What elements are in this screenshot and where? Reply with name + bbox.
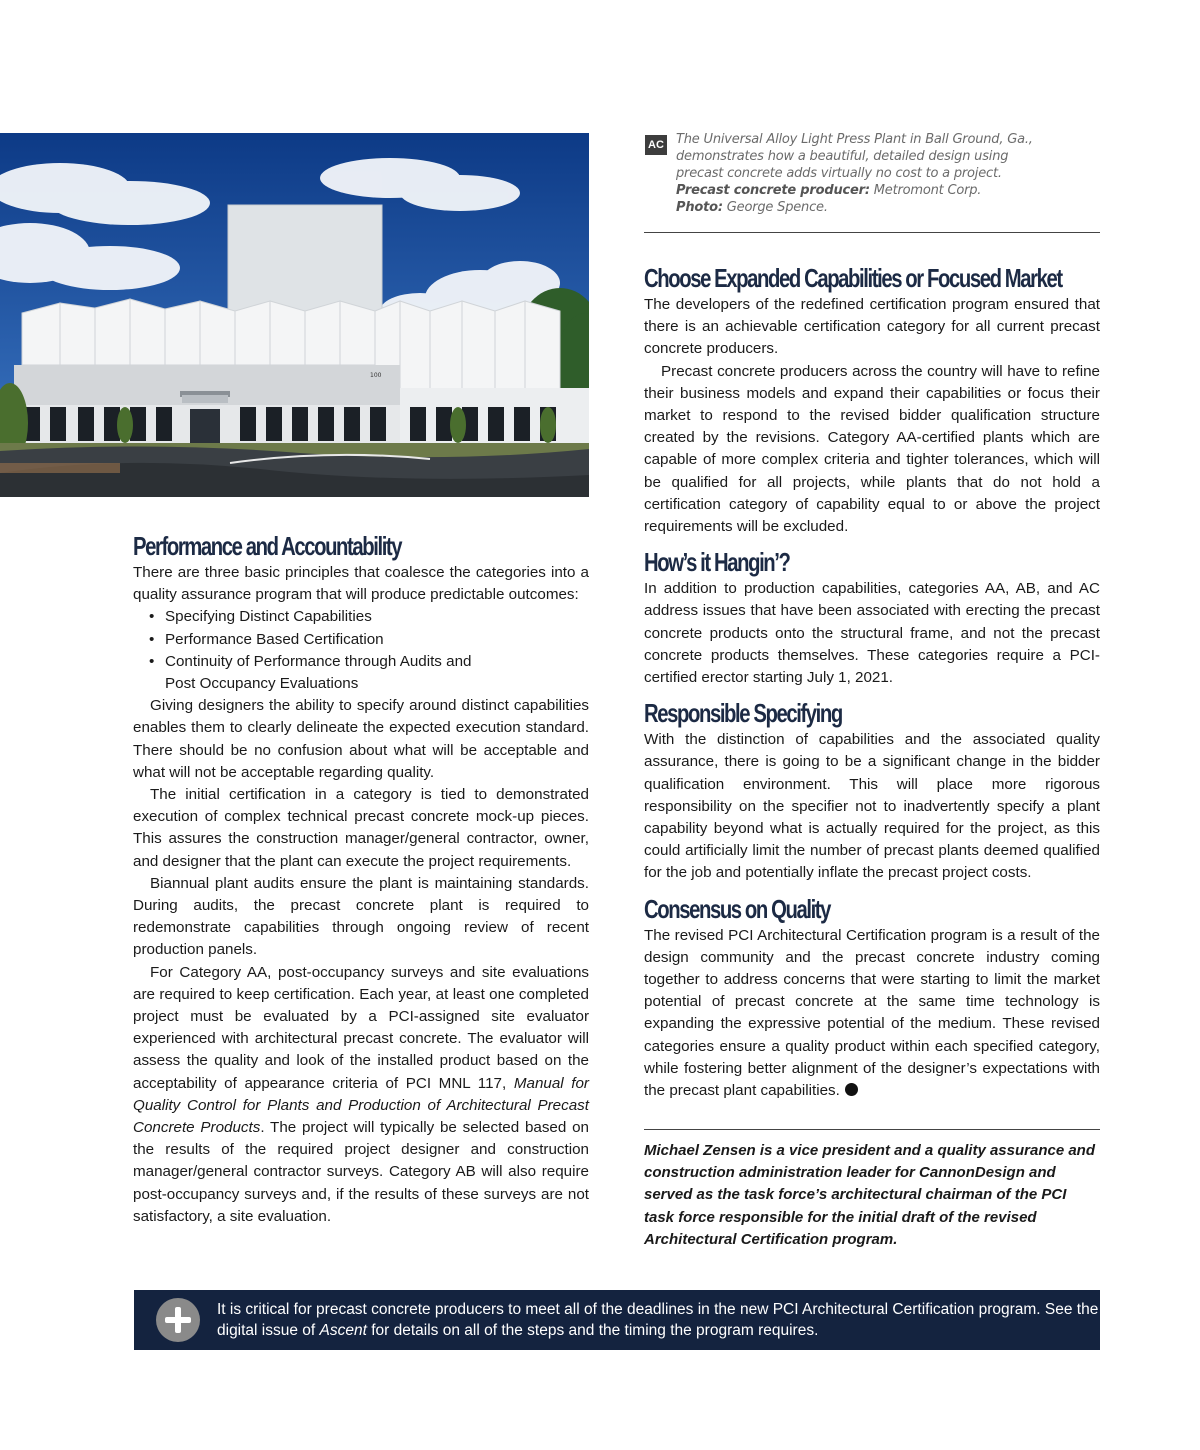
caption-line: precast concrete adds virtually no cost to a project. bbox=[676, 166, 1002, 181]
list-item: • Specifying Distinct Capabilities bbox=[165, 606, 589, 628]
section-heading: Choose Expanded Capabilities or Focused Market bbox=[644, 263, 1062, 293]
plus-icon bbox=[156, 1298, 200, 1342]
right-column bbox=[644, 262, 1100, 1102]
author-bio: Michael Zensen is a vice president and a quality assurance and construction administration leader for CannonDesign and served as the task force’s architectural chairman of the PCI task force responsible for the initial draft of the revised Architectural Certification program. bbox=[644, 1142, 1096, 1248]
left-column bbox=[133, 530, 589, 1228]
banner-text-part: for details on all of the steps and the timing the program requires. bbox=[366, 1322, 819, 1339]
photo-label: Photo: bbox=[676, 200, 723, 215]
building-photo bbox=[0, 133, 589, 497]
end-mark-icon bbox=[845, 1083, 858, 1096]
body-paragraph bbox=[644, 925, 1100, 1103]
list-item-continuation: Post Occupancy Evaluations bbox=[165, 675, 359, 693]
caption-line: demonstrates how a beautiful, detailed design using bbox=[676, 149, 1009, 164]
building-illustration bbox=[0, 133, 589, 497]
category-badge: AC bbox=[645, 135, 667, 155]
producer-label: Precast concrete producer: bbox=[676, 183, 870, 198]
publication-name: Ascent bbox=[319, 1322, 367, 1339]
photo-caption bbox=[645, 131, 1100, 216]
section-heading: How’s it Hangin’? bbox=[644, 547, 790, 578]
caption-photo-credit bbox=[676, 199, 1100, 216]
section-heading: Consensus on Quality bbox=[644, 893, 831, 924]
body-paragraph bbox=[133, 962, 589, 1228]
body-paragraph: Biannual plant audits ensure the plant is maintaining standards. During audits, the precast concrete plant is required to redemonstrate capabilities through ongoing review of recent production panels. bbox=[133, 874, 589, 959]
info-banner bbox=[134, 1290, 1100, 1350]
caption-producer bbox=[676, 182, 1100, 199]
body-paragraph: The initial certification in a category is tied to demonstrated execution of complex technical precast concrete mock-up pieces. This assures the construction manager/general contractor, owner, and designer that the plant can execute the project requirements. bbox=[133, 786, 589, 870]
manual-title: Manual for Quality Control for Plants and Production of Architectural Precast Concrete Products bbox=[133, 1074, 589, 1137]
caption-divider bbox=[644, 232, 1100, 233]
principles-list bbox=[133, 606, 589, 695]
body-paragraph: Precast concrete producers across the country will have to refine their business models and expand their capabilities or focus their market to respond to the revised bidder qualification structure created by the revisions. Category AA-certified plants which are capable of more complex criteria and tighter tolerances, which will be qualified for all projects, while plants that do not hold a certification category of capability equal to or above the project requirements will be excluded. bbox=[644, 362, 1100, 536]
caption-text bbox=[676, 131, 1100, 216]
photo-value: George Spence. bbox=[722, 200, 828, 215]
body-paragraph: The developers of the redefined certification program ensured that there is an achievable certification category for all current precast concrete producers. bbox=[644, 296, 1100, 358]
banner-text-part: It is critical for precast concrete producers to meet all of the deadlines in the new PCI Architectural Certification program. See the digital issue of bbox=[217, 1301, 1099, 1339]
section-heading: Performance and Accountability bbox=[133, 531, 402, 561]
banner-text bbox=[217, 1299, 1100, 1341]
list-item: • Performance Based Certification bbox=[165, 629, 589, 651]
building-number: 100 bbox=[370, 372, 382, 379]
body-paragraph: Giving designers the ability to specify around distinct capabilities enables them to clearly delineate the expected execution standard. There should be no confusion about what will be acceptable and what will not be acceptable regarding quality. bbox=[133, 697, 589, 781]
intro-paragraph: There are three basic principles that coalesce the categories into a quality assurance program that will produce predictable outcomes: bbox=[133, 564, 589, 604]
body-paragraph: In addition to production capabilities, categories AA, AB, and AC address issues that have been associated with erecting the precast concrete products onto the structural frame, and not the precast concrete products themselves. These categories require a PCI-certified erector starting July 1, 2021. bbox=[644, 580, 1100, 687]
caption-line: The Universal Alloy Light Press Plant in Ball Ground, Ga., bbox=[676, 132, 1033, 147]
body-text: The revised PCI Architectural Certification program is a result of the design community and the precast concrete industry coming together to address concerns that were starting to limit the market potential of precast concrete at the same time technology is expanding the expressive potential of the medium. These revised categories ensure a quality product within each specified category, while fostering better alignment of the designer’s expectations with the precast plant capabilities. bbox=[644, 926, 1100, 1100]
bio-divider bbox=[644, 1129, 1100, 1130]
section-heading: Responsible Specifying bbox=[644, 698, 842, 729]
body-text: For Category AA, post-occupancy surveys and site evaluations are required to keep certification. Each year, at least one completed project must be evaluated by a PCI-assigned site evaluator experienced with architectural precast concrete. The evaluator will assess the quality and look of the installed product based on the acceptability of appearance criteria of PCI MNL 117, bbox=[133, 963, 589, 1092]
body-paragraph: With the distinction of capabilities and the associated quality assurance, there is going to be a significant change in the bidder qualification environment. This will place more rigorous responsibility on the specifier not to inadvertently specify a plant capability beyond what is actually required for the project, as this could artificially limit the number of precast plants deemed qualified for the job and potentially inflate the precast project costs. bbox=[644, 731, 1100, 882]
list-item: • Continuity of Performance through Audits and bbox=[165, 651, 589, 673]
producer-value: Metromont Corp. bbox=[869, 183, 982, 198]
author-bio-block bbox=[644, 1140, 1100, 1251]
body-text: . The project will typically be selected based on the results of the required project designer and construction manager/general contractor surveys. Category AB will also require post-occupancy surveys and, if the results of these surveys are not satisfactory, a site evaluation. bbox=[133, 1119, 589, 1225]
